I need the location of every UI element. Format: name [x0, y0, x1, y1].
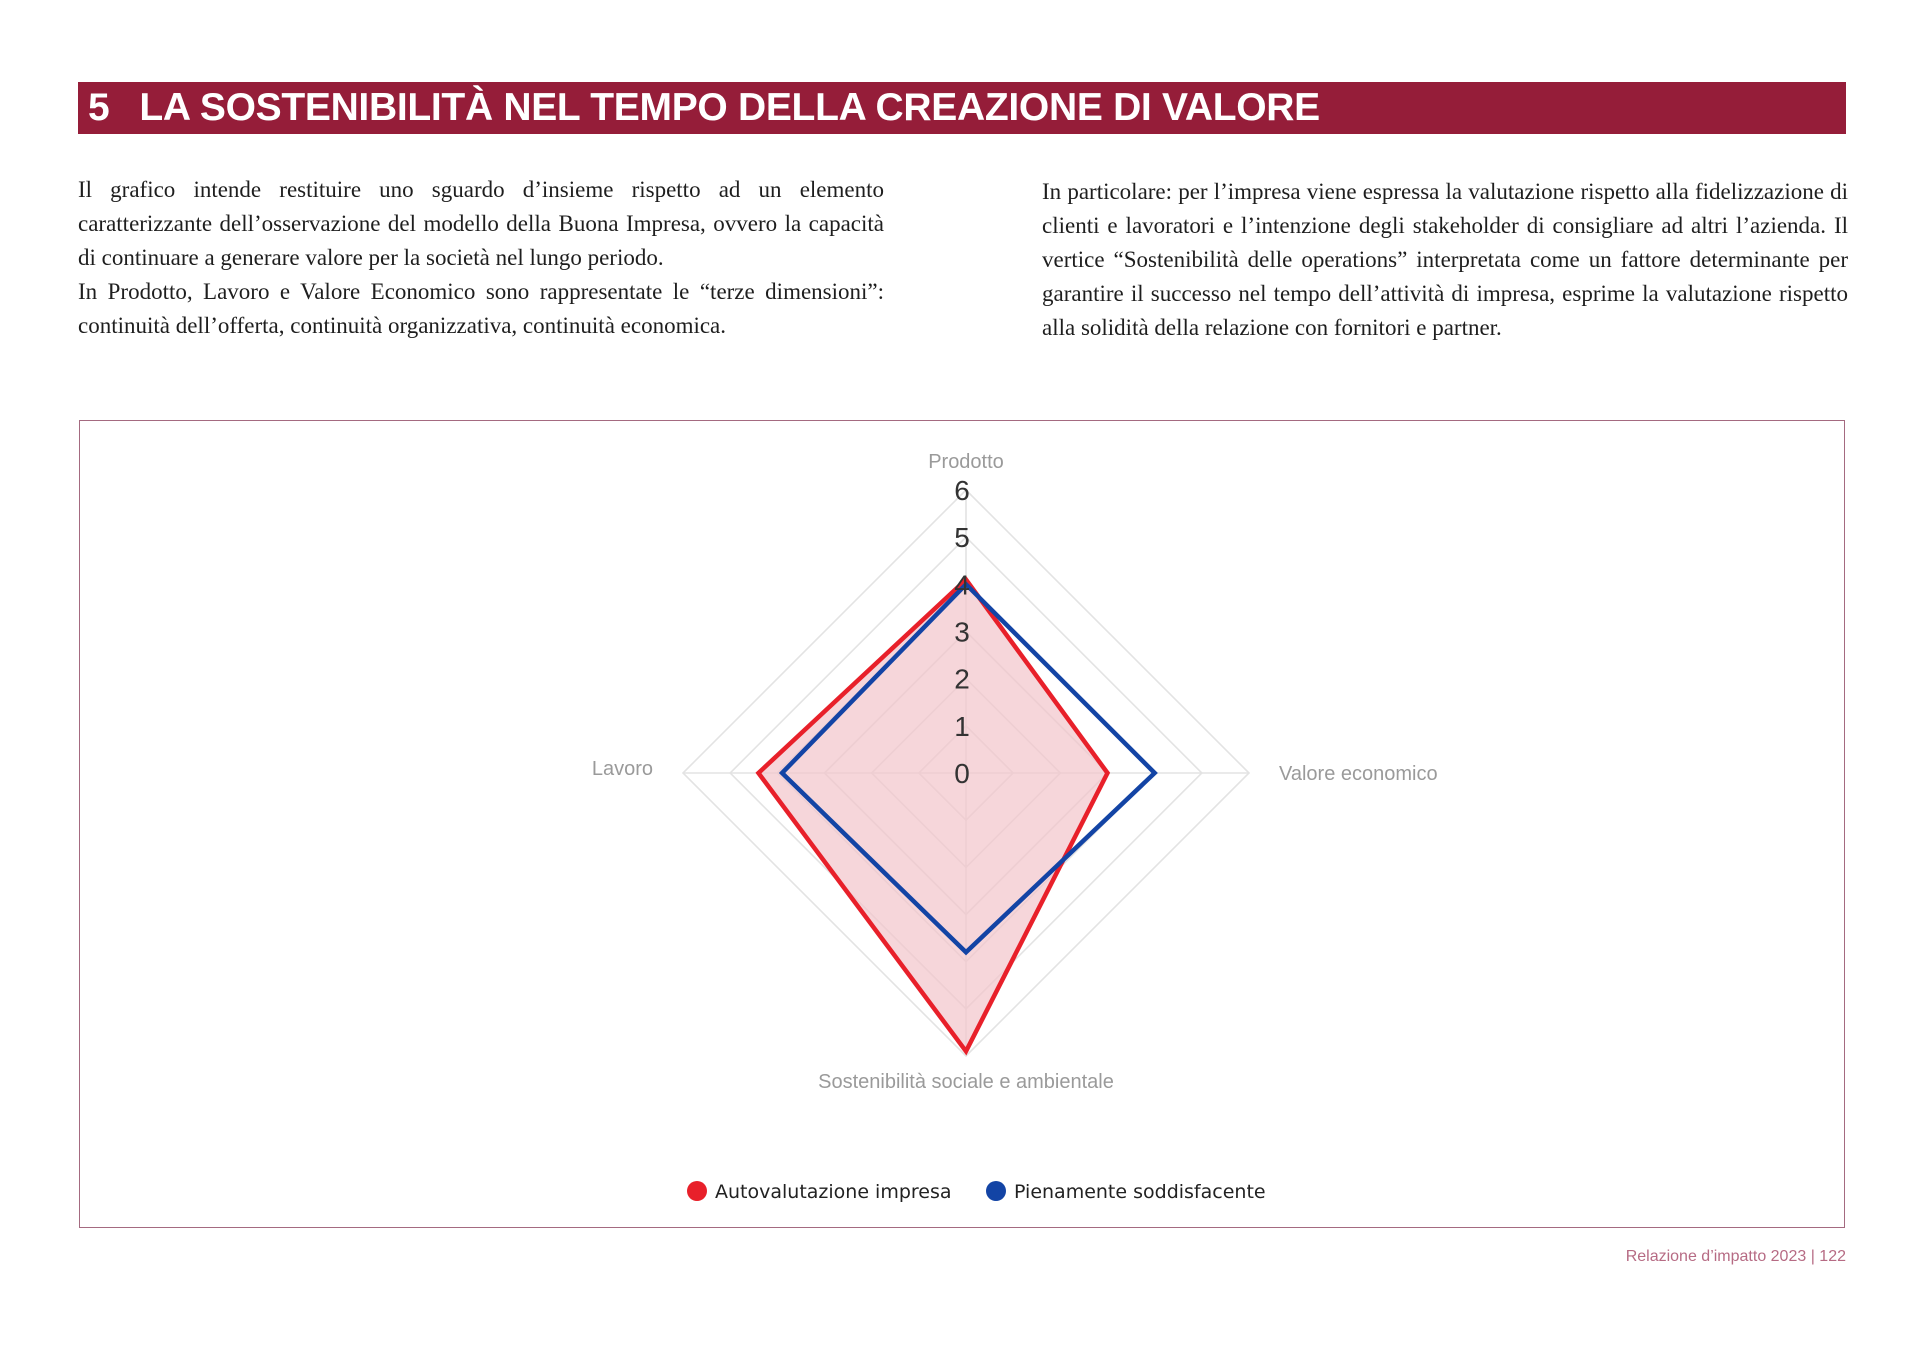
axis-label-3: Sostenibilità sociale e ambientale — [818, 1071, 1114, 1093]
radar-chart-frame — [79, 420, 1845, 1228]
legend-marker-2 — [986, 1181, 1006, 1201]
page-footer: Relazione d’impatto 2023 | 122 — [1625, 1248, 1846, 1265]
section-number: 5 — [88, 86, 110, 129]
axis-label-1: Prodotto — [928, 451, 1004, 473]
intro-column-left — [78, 173, 884, 343]
tick-label-1: 1 — [954, 710, 970, 742]
tick-label-2: 2 — [954, 663, 970, 695]
tick-label-0: 0 — [954, 758, 970, 789]
legend-label-2: Pienamente soddisfacente — [1014, 1181, 1266, 1203]
legend-marker-1 — [687, 1181, 707, 1201]
section-header — [78, 82, 1846, 134]
intro-column-right — [1042, 175, 1848, 345]
section-title: LA SOSTENIBILITÀ NEL TEMPO DELLA CREAZIONE DI VALORE — [139, 86, 1320, 129]
tick-label-3: 3 — [954, 616, 970, 648]
series-1-area — [758, 580, 1107, 1052]
tick-label-6: 6 — [954, 475, 970, 506]
axis-label-2: Valore economico — [1279, 763, 1438, 785]
radar-chart — [80, 421, 1846, 1229]
right-paragraph-1: In particolare: per l’impresa viene espressa la valutazione rispetto alla fidelizzazione di clienti e lavoratori e l’intenzione degli stakeholder di consigliare ad altri l’azienda. Il vertice “Sostenibilità delle operations” interpretata come un fattore determinante per garantire il successo nel tempo dell’attività di impresa, esprime la valutazione rispetto alla solidità della relazione con fornitori e partner. — [1042, 179, 1848, 340]
axis-label-4: Lavoro — [591, 758, 653, 780]
left-paragraph-1: Il grafico intende restituire uno sguardo d’insieme rispetto ad un elemento caratterizzante dell’osservazione del modello della Buona Impresa, ovvero la capacità di continuare a generare valore per la società nel lungo periodo. — [78, 177, 884, 270]
tick-label-5: 5 — [954, 522, 970, 554]
tick-label-4: 4 — [954, 569, 970, 601]
left-paragraph-2: In Prodotto, Lavoro e Valore Economico sono rappresentate le “terze dimensioni”: continuità dell’offerta, continuità organizzativa, continuità economica. — [78, 279, 884, 338]
legend-label-1: Autovalutazione impresa — [715, 1181, 952, 1203]
